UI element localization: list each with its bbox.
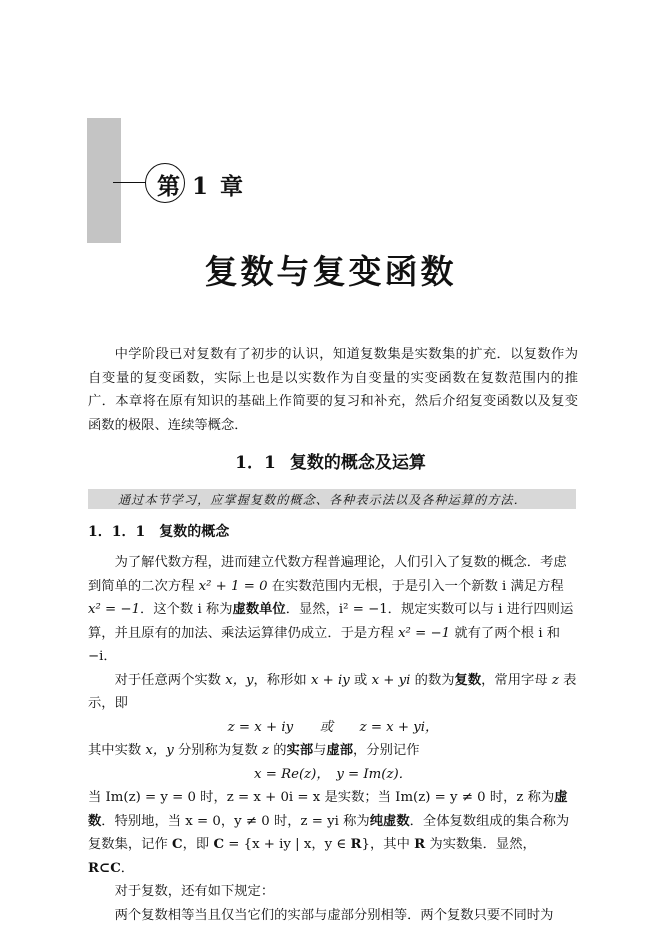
- section-goal-text: 通过本节学习，应掌握复数的概念、各种表示法以及各种运算的方法．: [118, 491, 527, 508]
- equation-re-im: x = Re(z)， y = Im(z)．: [88, 763, 578, 787]
- paragraph-equality: 两个复数相等当且仅当它们的实部与虚部分别相等．两个复数只要不同时为: [88, 904, 578, 927]
- paragraph-rules-intro: 对于复数，还有如下规定：: [88, 880, 578, 904]
- subsection-number: 1．1．1: [88, 524, 145, 540]
- term-pure-imaginary: 纯虚数: [370, 814, 410, 829]
- term-real-part: 实部: [287, 743, 314, 758]
- chapter-label: 第 1 章: [157, 168, 245, 201]
- equation-complex-form: z = x + iy 或 z = x + yi，: [88, 716, 578, 740]
- section-title: 复数的概念及运算: [290, 453, 426, 473]
- paragraph-complex-definition: 对于任意两个实数 x，y，称形如 x + iy 或 x + yi 的数为复数，常用字母 z 表示，即: [88, 669, 578, 716]
- paragraph-real-imag-parts: 其中实数 x，y 分别称为复数 z 的实部与虚部，分别记作: [88, 739, 578, 763]
- subsection-heading: [88, 521, 229, 541]
- term-complex-number: 复数: [455, 673, 482, 688]
- chapter-decoration-line: [113, 182, 147, 183]
- term-imaginary-unit: 虚数单位: [233, 602, 286, 617]
- paragraph-imaginary-unit: 为了解代数方程，进而建立代数方程普遍理论，人们引入了复数的概念．考虑到简单的二次方程 x² + 1 = 0 在实数范围内无根，于是引入一个新数 i 满足方程 x² = −1．这个数 i 称为虚数单位．显然，i² = −1．规定实数可以与 i 进行四则运算，并且原有的加法、乘法运算律仍成立．于是方程 x² = −1 就有了两个根 i 和 −i．: [88, 551, 578, 669]
- intro-paragraph: 中学阶段已对复数有了初步的认识，知道复数集是实数集的扩充．以复数作为自变量的复变函数，实际上也是以实数作为自变量的实变函数在复数范围内的推广．本章将在原有知识的基础上作简要的复习和补充，然后介绍复变函数以及复变函数的极限、连续等概念．: [88, 343, 578, 437]
- chapter-title: 复数与复变函数: [0, 246, 661, 293]
- paragraph-complex-set: 当 Im(z) = y = 0 时，z = x + 0i = x 是实数；当 Im(z) = y ≠ 0 时，z 称为虚数．特别地，当 x = 0，y ≠ 0 时，z = yi 称为纯虚数．全体复数组成的集合称为复数集，记作 C，即 C = {x + iy | x，y ∈ R}，其中 R 为实数集．显然，R⊂C．: [88, 786, 578, 880]
- subsection-title: 复数的概念: [159, 524, 229, 540]
- term-imaginary-number: 虚数: [88, 790, 568, 829]
- term-imaginary-part: 虚部: [326, 743, 353, 758]
- chapter-decoration-bar: [87, 118, 121, 243]
- section-heading: [0, 448, 661, 473]
- body-text: [88, 551, 578, 927]
- section-number: 1．1: [235, 453, 276, 473]
